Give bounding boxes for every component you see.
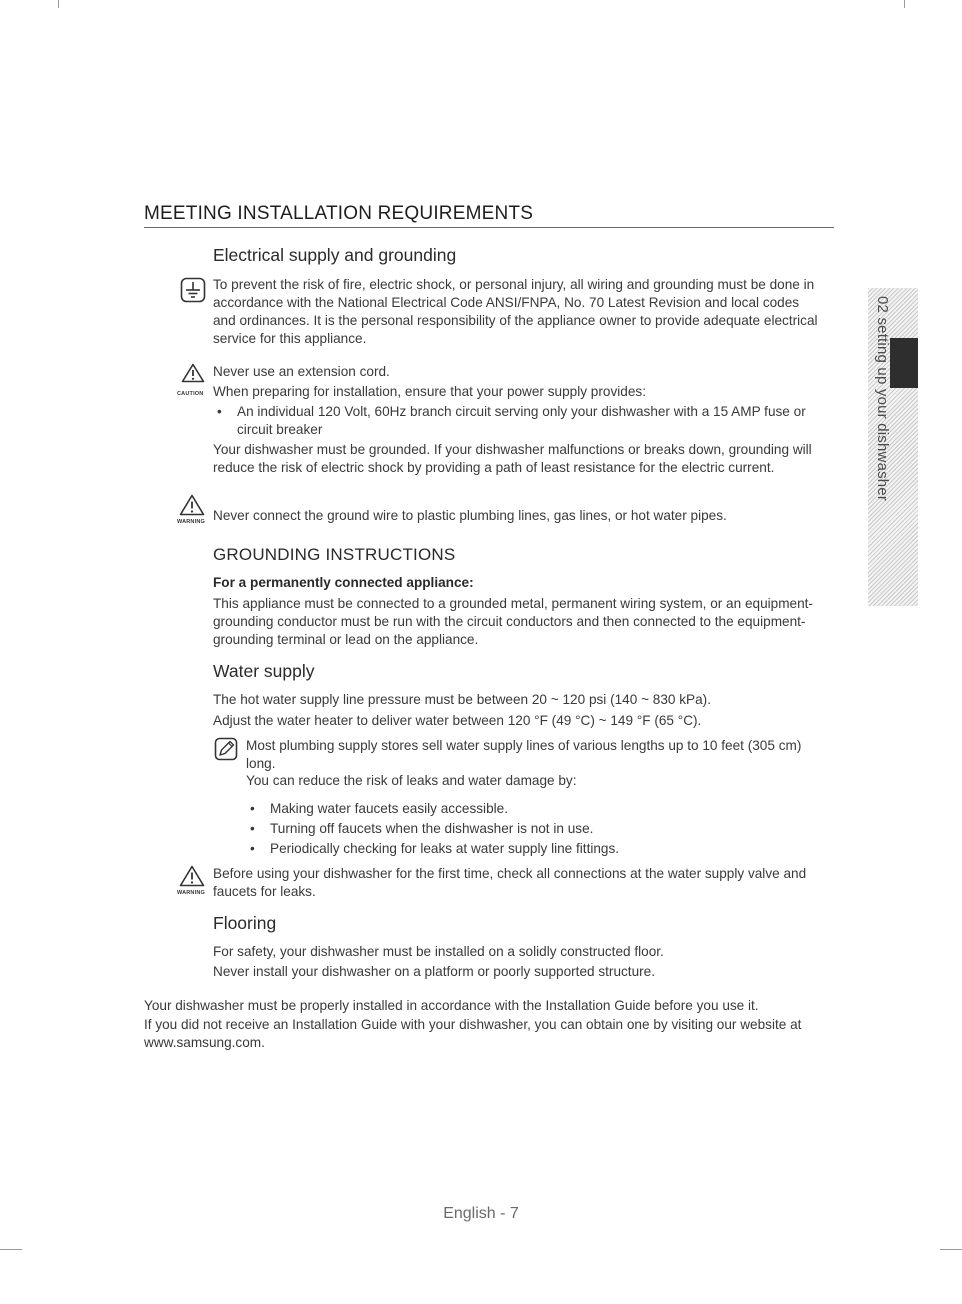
water-bullet-3-text: Periodically checking for leaks at water supply line fittings. [270,841,620,856]
water-line-2: Adjust the water heater to deliver water between 120 °F (49 °C) ~ 149 °F (65 °C). [213,713,702,728]
grounding-text: This appliance must be connected to a grounded metal, permanent wiring system, or an equipment-grounding conductor must be run with the circuit conductors and then connected to the equipment-grounding terminal or lead on the appliance. [213,596,813,647]
warning-icon [179,494,205,516]
warning-label: WARNING [177,519,205,525]
crop-mark-bottom-left [0,1249,22,1250]
water-bullet-1-text: Making water faucets easily accessible. [270,801,508,816]
side-tab-label: 02 setting up your dishwasher [874,296,891,502]
crop-mark-top-left [58,0,59,8]
caution-line-2: When preparing for installation, ensure that your power supply provides: [213,384,646,399]
warning-icon [179,865,205,887]
water-warning-label: WARNING [177,890,205,896]
water-bullet-2-text: Turning off faucets when the dishwasher is not in use. [270,821,594,836]
caution-icon [181,363,205,383]
water-line-1: The hot water supply line pressure must be between 20 ~ 120 psi (140 ~ 830 kPa). [213,692,711,707]
flooring-line-2: Never install your dishwasher on a platform or poorly supported structure. [213,964,656,979]
flooring-line-1: For safety, your dishwasher must be installed on a solidly constructed floor. [213,944,664,959]
flooring-heading: Flooring [213,913,277,933]
caution-label: CAUTION [177,391,204,397]
bullet-dot: • [250,821,255,836]
caution-line-1: Never use an extension cord. [213,364,390,379]
page-number: English - 7 [443,1205,519,1222]
water-note-1: Most plumbing supply stores sell water supply lines of various lengths up to 10 feet (305 cm) long. [246,738,802,771]
water-heading: Water supply [213,661,315,681]
grounding-subheading: For a permanently connected appliance: [213,575,474,590]
chapter-side-tab[interactable] [868,288,918,606]
section-title: MEETING INSTALLATION REQUIREMENTS [144,203,834,228]
water-bullet-3 [250,840,820,858]
water-note-2: You can reduce the risk of leaks and water damage by: [246,773,577,788]
crop-mark-top-right [904,0,905,8]
ground-icon [180,277,206,303]
bullet-dot: • [250,801,255,816]
note-icon [214,737,238,761]
bullet-dot: • [250,841,255,856]
power-bullet [217,403,827,439]
water-bullet-2 [250,820,820,838]
closing-line-2: If you did not receive an Installation Guide with your dishwasher, you can obtain one by visiting our website at www.samsung.com. [144,1017,802,1050]
bullet-dot: • [217,404,222,419]
crop-mark-bottom-right [940,1249,962,1250]
grounded-text: Your dishwasher must be grounded. If your dishwasher malfunctions or breaks down, grounding will reduce the risk of electric shock by providing a path of least resistance for the electric current. [213,442,812,475]
power-bullet-text: An individual 120 Volt, 60Hz branch circuit serving only your dishwasher with a 15 AMP fuse or circuit breaker [237,404,806,437]
water-warning-text: Before using your dishwasher for the first time, check all connections at the water supply valve and faucets for leaks. [213,866,807,899]
ground-note: To prevent the risk of fire, electric shock, or personal injury, all wiring and grounding must be done in accordance with the National Electrical Code ANSI/FNPA, No. 70 Latest Revision and local codes and ordinances. It is the personal responsibility of the appliance owner to provide adequate electrical service for this appliance. [213,277,818,346]
water-bullet-1 [250,800,820,818]
grounding-heading: GROUNDING INSTRUCTIONS [213,545,456,564]
closing-line-1: Your dishwasher must be properly installed in accordance with the Installation Guide before you use it. [144,998,759,1013]
side-tab-marker [890,338,918,388]
electrical-heading: Electrical supply and grounding [213,245,457,265]
warning-text: Never connect the ground wire to plastic plumbing lines, gas lines, or hot water pipes. [213,508,727,523]
